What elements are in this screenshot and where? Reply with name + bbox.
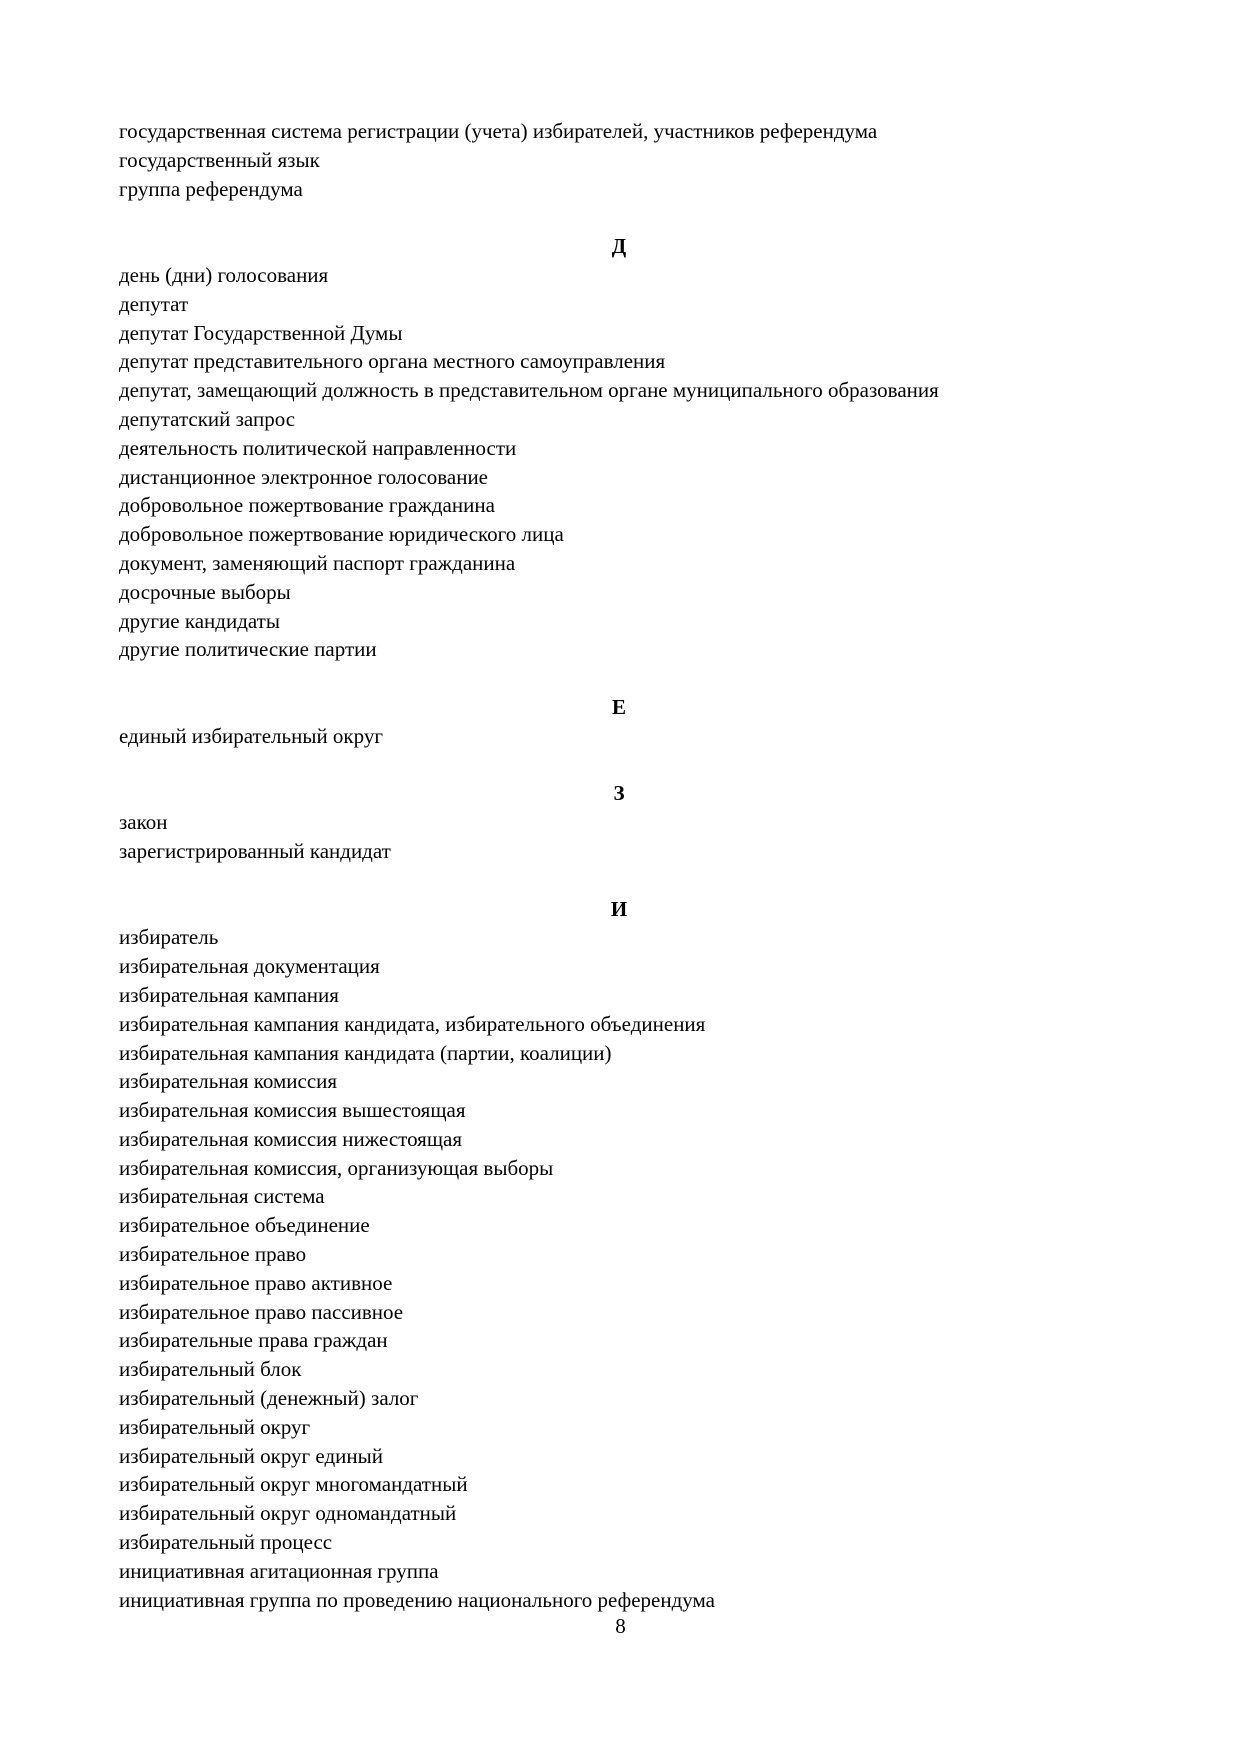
index-term: избирательная комиссия, организующая выборы [119,1155,554,1180]
index-term: избирательная комиссия нижестоящая [119,1126,462,1151]
index-term: избирательное право пассивное [119,1299,404,1324]
index-term: избирательный округ одномандатный [119,1501,457,1526]
index-term: добровольное пожертвование гражданина [119,493,495,518]
index-term: избирательный (денежный) залог [119,1386,419,1411]
index-term: день (дни) голосования [119,262,329,287]
section-letter: Д [611,234,627,259]
index-term: другие политические партии [119,637,377,662]
index-term: избирательный блок [119,1357,302,1382]
index-term: избирательное право [119,1242,307,1267]
index-term: избирательный округ многомандатный [119,1472,468,1497]
index-term: депутат, замещающий должность в представительном органе муниципального образования [119,378,939,403]
section-letter: И [610,896,628,921]
index-term: государственная система регистрации (учета) избирателей, участников референдума [119,119,878,143]
index-term: избирательный округ [119,1414,311,1439]
index-term: избирательная комиссия вышестоящая [119,1098,466,1123]
index-term: депутатский запрос [119,406,296,431]
index-term: инициативная группа по проведению национального референдума [119,1587,715,1612]
section-letter: З [613,781,625,806]
index-term: группа референдума [119,176,303,201]
index-term: депутат [119,291,189,316]
index-term: избирательная кампания [119,982,339,1007]
section-z [119,779,1119,865]
index-term: депутат Государственной Думы [119,320,403,345]
index-term: закон [119,810,168,835]
index-term: досрочные выборы [119,579,291,604]
index-term: единый избирательный округ [119,723,383,748]
intro-terms [119,117,1119,203]
section-d [119,232,1119,664]
index-term: избирательная документация [119,954,380,979]
index-term: инициативная агитационная группа [119,1558,439,1583]
index-term: избирательное объединение [119,1213,370,1238]
section-e [119,693,1119,751]
index-term: депутат представительного органа местного самоуправления [119,349,666,374]
index-page [119,117,1119,1614]
index-term: деятельность политической направленности [119,435,517,460]
index-term: добровольное пожертвование юридического лица [119,522,564,547]
index-term: избирательный округ единый [119,1443,383,1468]
page-number: 8 [615,1614,626,1638]
index-term: избирательные права граждан [119,1328,388,1353]
index-term: избиратель [119,925,219,950]
index-term: другие кандидаты [119,608,280,633]
index-term: избирательная кампания кандидата, избирательного объединения [119,1011,706,1036]
index-term: дистанционное электронное голосование [119,464,489,489]
index-term: государственный язык [119,147,320,172]
index-term: избирательное право активное [119,1270,393,1295]
section-letter: Е [611,694,626,719]
index-term: избирательная кампания кандидата (партии, коалиции) [119,1040,612,1065]
index-term: избирательная система [119,1184,325,1209]
index-term: зарегистрированный кандидат [119,838,391,863]
section-i [119,895,1119,1615]
index-term: избирательный процесс [119,1530,333,1555]
index-term: избирательная комиссия [119,1069,338,1094]
index-term: документ, заменяющий паспорт гражданина [119,550,516,575]
